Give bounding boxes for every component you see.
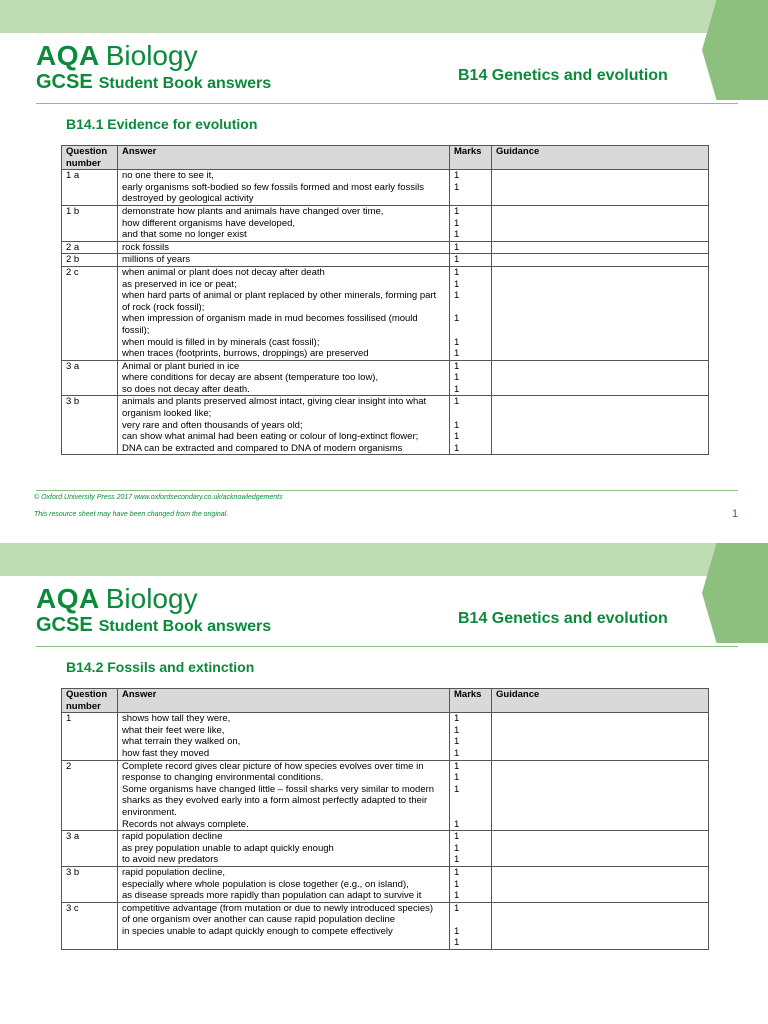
column-header: Marks [450,689,492,713]
mark-value [454,807,487,819]
page-2 [0,543,768,1024]
mark-value [454,408,487,420]
mark-value: 1 [454,360,460,372]
table-row [62,713,709,760]
question-number: 3 b [62,396,118,455]
answer-line: and that some no longer exist [122,229,247,241]
mark-value: 1 [454,336,460,348]
mark-value: 1 [454,713,460,725]
column-header: Answer [118,689,450,713]
mark-value: 1 [454,736,460,748]
question-number: 2 c [62,266,118,360]
answer-cell [118,396,450,455]
question-number: 1 [62,713,118,760]
subtitle: Student Book answers [98,618,272,635]
guidance-cell [492,902,709,949]
chapter-title: B14 Genetics and evolution [458,67,668,84]
guidance-cell [492,866,709,902]
mark-value: 1 [454,842,460,854]
mark-value: 1 [454,396,460,408]
table-row [62,360,709,396]
mark-value: 1 [454,266,460,278]
table-header-row [62,689,709,713]
mark-value: 1 [454,431,460,443]
answer-line: when mould is filled in by minerals (cast fossil); [122,336,320,348]
table-header-row [62,146,709,170]
logo-aqa: AQA [36,40,100,71]
table-row [62,760,709,831]
question-number: 3 a [62,831,118,867]
table-row [62,396,709,455]
marks-cell [450,266,492,360]
table-row [62,266,709,360]
mark-value: 1 [454,866,460,878]
mark-value: 1 [454,217,460,229]
table-row [62,866,709,902]
mark-value: 1 [454,290,460,302]
guidance-cell [492,831,709,867]
guidance-cell [492,713,709,760]
header-band [0,0,768,33]
answer-line: as disease spreads more rapidly than population can adapt to survive it [122,890,422,902]
answer-line: Records not always complete. [122,818,249,830]
mark-value: 1 [454,724,460,736]
column-header: Question number [62,146,118,170]
mark-value: 1 [454,747,460,759]
answer-line: animals and plants preserved almost intact, giving clear insight into what organism looked like; [122,396,427,420]
marks-cell [450,170,492,206]
answer-line: in species unable to adapt quickly enough to compete effectively [122,925,393,937]
guidance-cell [492,266,709,360]
answer-cell [118,866,450,902]
answer-line: so does not decay after death. [122,383,250,395]
marks-cell [450,713,492,760]
answer-line: rapid population decline [122,831,223,843]
mark-value: 1 [454,818,460,830]
subtitle: Student Book answers [98,75,272,92]
guidance-cell [492,360,709,396]
marks-cell [450,360,492,396]
table-row [62,205,709,241]
section-title: B14.2 Fossils and extinction [66,659,255,675]
header-band [0,543,768,576]
answer-line: when animal or plant does not decay after death [122,266,325,278]
column-header: Marks [450,146,492,170]
mark-value: 1 [454,229,460,241]
column-header: Guidance [492,146,709,170]
mark-value: 1 [454,854,460,866]
table-row [62,831,709,867]
logo-gcse: GCSE [36,614,93,636]
footer-note: This resource sheet may have been changed from the original. [34,511,229,518]
marks-cell [450,760,492,831]
mark-value: 1 [454,170,460,182]
question-number: 2 b [62,254,118,267]
answer-line: when impression of organism made in mud becomes fossilised (mould fossil); [122,313,418,336]
question-number: 1 a [62,170,118,206]
header-divider [36,646,738,647]
gcse-subtitle [36,71,271,94]
answer-line: as prey population unable to adapt quickly enough [122,842,334,854]
answer-line: of one organism over another can cause rapid population decline [122,914,396,926]
mark-value: 1 [454,241,460,253]
mark-value: 1 [454,383,460,395]
answer-line: early organisms soft‐bodied so few fossils formed and most early fossils destroyed by geological activity [122,181,425,205]
guidance-cell [492,170,709,206]
answer-line: to avoid new predators [122,854,219,866]
marks-cell [450,902,492,949]
question-number: 1 b [62,205,118,241]
answer-line: Complete record gives clear picture of how species evolves over time in response to changing environmental conditions. [122,760,424,784]
mark-value: 1 [454,772,460,784]
answer-line: how different organisms have developed, [122,217,296,229]
mark-value: 1 [454,254,460,266]
mark-value: 1 [454,313,460,325]
answer-line: shows how tall they were, [122,713,231,725]
marks-cell [450,205,492,241]
answer-line: Animal or plant buried in ice [122,360,240,372]
answer-cell [118,360,450,396]
answer-line: can show what animal had been eating or colour of long-extinct flower; [122,431,419,443]
answer-cell [118,254,450,267]
mark-value [454,302,487,314]
mark-value: 1 [454,925,460,937]
table-row [62,902,709,949]
answer-line: competitive advantage (from mutation or due to newly introduced species) [122,902,434,914]
answer-line: Some organisms have changed little – fossil sharks very similar to modern sharks as they evolved early into a form almost perfectly adapted to their environment. [122,783,435,818]
answer-line: when traces (footprints, burrows, droppings) are preserved [122,348,369,360]
marks-cell [450,254,492,267]
gcse-subtitle [36,614,271,637]
mark-value: 1 [454,348,460,360]
answer-cell [118,170,450,206]
mark-value [454,325,487,337]
answer-cell [118,713,450,760]
guidance-cell [492,760,709,831]
mark-value: 1 [454,181,460,193]
logo-biology: Biology [105,583,198,614]
mark-value: 1 [454,760,460,772]
column-header: Question number [62,689,118,713]
answer-cell [118,205,450,241]
logo-aqa: AQA [36,583,100,614]
marks-cell [450,241,492,254]
guidance-cell [492,205,709,241]
table-row [62,170,709,206]
table-row [62,254,709,267]
marks-cell [450,831,492,867]
column-header: Answer [118,146,450,170]
logo-biology: Biology [105,40,198,71]
answer-line: especially where whole population is close together (e.g., on island), [122,878,409,890]
mark-value: 1 [454,783,460,795]
answer-cell [118,241,450,254]
column-header: Guidance [492,689,709,713]
mark-value: 1 [454,831,460,843]
mark-value: 1 [454,902,460,914]
logo-gcse: GCSE [36,71,93,93]
mark-value [454,914,487,926]
answer-line: no one there to see it, [122,170,214,182]
chapter-title: B14 Genetics and evolution [458,610,668,627]
header-divider [36,103,738,104]
mark-value: 1 [454,937,460,949]
mark-value [454,795,487,807]
answer-line: rapid population decline, [122,866,225,878]
mark-value: 1 [454,205,460,217]
guidance-cell [492,241,709,254]
mark-value: 1 [454,419,460,431]
guidance-cell [492,396,709,455]
footer-copyright: © Oxford University Press 2017 www.oxfordsecondary.co.uk/acknowledgements [34,494,283,501]
question-number: 3 a [62,360,118,396]
answer-line: how fast they moved [122,747,210,759]
section-title: B14.1 Evidence for evolution [66,116,258,132]
question-number: 2 a [62,241,118,254]
answer-cell [118,831,450,867]
table-row [62,241,709,254]
mark-value: 1 [454,278,460,290]
question-number: 3 c [62,902,118,949]
answer-cell [118,902,450,949]
page-number: 1 [732,508,739,520]
answers-table [61,145,709,455]
answer-line: DNA can be extracted and compared to DNA of modern organisms [122,442,403,454]
answer-line: what their feet were like, [122,724,225,736]
marks-cell [450,396,492,455]
mark-value: 1 [454,890,460,902]
answers-table [61,688,709,950]
mark-value: 1 [454,878,460,890]
answer-line: millions of years [122,254,191,266]
mark-value: 1 [454,372,460,384]
marks-cell [450,866,492,902]
answer-line: demonstrate how plants and animals have changed over time, [122,205,384,217]
answer-line: where conditions for decay are absent (temperature too low), [122,372,379,384]
answer-line: rock fossils [122,241,169,253]
aqa-biology-logo [36,583,198,615]
answer-line: what terrain they walked on, [122,736,241,748]
answer-line: as preserved in ice or peat; [122,278,237,290]
question-number: 3 b [62,866,118,902]
answer-cell [118,266,450,360]
footer-divider [36,490,738,491]
guidance-cell [492,254,709,267]
answer-cell [118,760,450,831]
answer-line: when hard parts of animal or plant replaced by other minerals, forming part of rock (rock fossil); [122,290,437,313]
mark-value: 1 [454,442,460,454]
answer-line: very rare and often thousands of years old; [122,419,303,431]
aqa-biology-logo [36,40,198,72]
question-number: 2 [62,760,118,831]
